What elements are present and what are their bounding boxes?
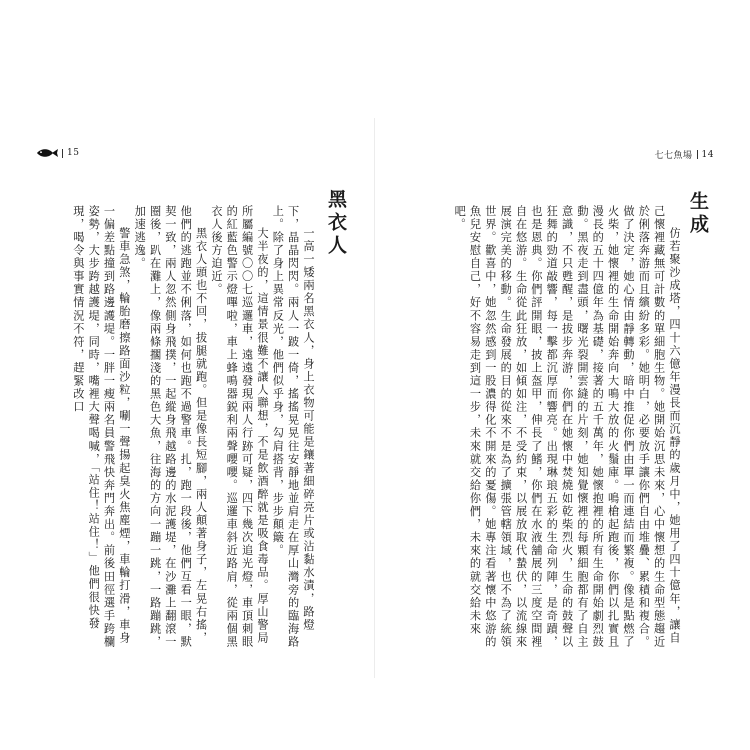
left-page-body — [44, 189, 350, 650]
chapter-title-heiyiren: 黑衣人 — [325, 189, 347, 258]
header-separator — [62, 149, 63, 158]
right-page-number: 14 — [701, 149, 714, 160]
fish-icon — [36, 148, 58, 158]
paragraph: 仿若聚沙成塔，四十六億年漫長而沉靜的歲月中，她用了四十億年，讓自己懷裡藏無可計數的單細胞生物。她開始沉思未來，心中懷想的生命型態趨近於俐落奔游而且繽紛多彩。她明白，必要放手讓你們自由堆疊、累積和複合。做了決定，她心情由靜轉動，暗中推促你們由單一而連結而繁複。像是點燃了火柴，她懷裡的生命開始奔向大鳴大放的火鬚庫。鳴槍起跑後，你們以扎實且漫長的五十四億年為基礎，接著的五千萬年，她懷抱裡的所有生命開始劇烈鼓動。黑夜走到盡頭，曙光裂開雲縫的片刻，她知覺懷裡的每顆細胞都有了自主意識，不只甦醒，是拔步奔游，你們在她懷中焚燒如乾柴烈火，生命的鼓聲以狂舞的勁道敲響，每一擊都沉厚而響亮。出現琳琅五彩的生命列陣，是奇蹟，也是恩典。你們評開眼，披上盔甲，伸長了鰭，你們在水液舖展的三度空間裡自在悠游。生命從此狂放，如傾如注，不受約束，以展放取代蟄伏，以流線來展演完美的移動。生命發展的目的從來不是為了擴張管轄領域，也不為了統領世界。歡喜中，她忽然感到一股濃得化不開來的憂傷。她專注看著懷中悠游的魚兒安慰自己，好不容易走到這一步，未來就交給你們，未來的就交給未來吧。 — [453, 205, 681, 649]
paragraph: 警車急煞，輪胎磨擦路面沙粒，唰一聲揚起臭火焦塵煙，車輪打滑，車身一偏差點撞到路邊護堤。一胖一瘦兩名員警飛快奔門奔出。前後田徑選手跨欄姿勢，大步跨越護堤，同時，嘴裡大聲喝喊，「站住！站住！」他們很快發現，喝令與事實情況不符，趕緊改口 — [71, 205, 131, 649]
left-running-head — [36, 148, 79, 158]
paragraph: 大半夜的，這情景很難不讓人聯想，不是飲酒醉就是吸食毒品。厚山警局所屬編號〇〇七巡邏車，遠遠發現兩人行跡可疑，四下幾次追光燈，車頂刺眼的紅藍色警示燈嗶啦，車上蜂鳴器鋭利兩聲嚶嚶。巡邏車斜近路肩，從兩個黑衣人後方迫近。 — [209, 205, 269, 649]
header-separator — [697, 150, 698, 159]
right-page-body — [436, 191, 714, 650]
book-title: 七七魚場 — [654, 151, 693, 161]
chapter-title-shengcheng: 生成 — [687, 191, 709, 237]
paragraph: 一高一矮兩名黑衣人，身上衣物可能是鑲著細碎亮片或沾黏水漬，路燈下，晶晶閃閃。兩人一跛一倚，搖搖晃晃往安靜地並肩走在厚山灣旁的臨海路上。除了身上異常反光，他們似乎身，勾肩搭背，步步顛簸。 — [271, 205, 315, 649]
right-running-head — [655, 148, 714, 161]
paragraph: 黑衣人頭也不回，拔腿就跑。但是像長短腳，兩人顛著身子，左晃右搖，他們的逃跑並不俐落，如何也跑不過警車。扎，跑一段後，他們互看一眼，默契一致，兩人忽然側身飛撲，一起縱身飛越路邊的水泥護堤，在沙灘上翻滾一圈後，趴在灘上，像兩條擱淺的黑色大魚，往海的方向一蹦一跳，一路蹦跳，加速逃逸。 — [133, 205, 208, 649]
page-gutter — [374, 118, 375, 678]
left-page-number: 15 — [67, 148, 80, 158]
